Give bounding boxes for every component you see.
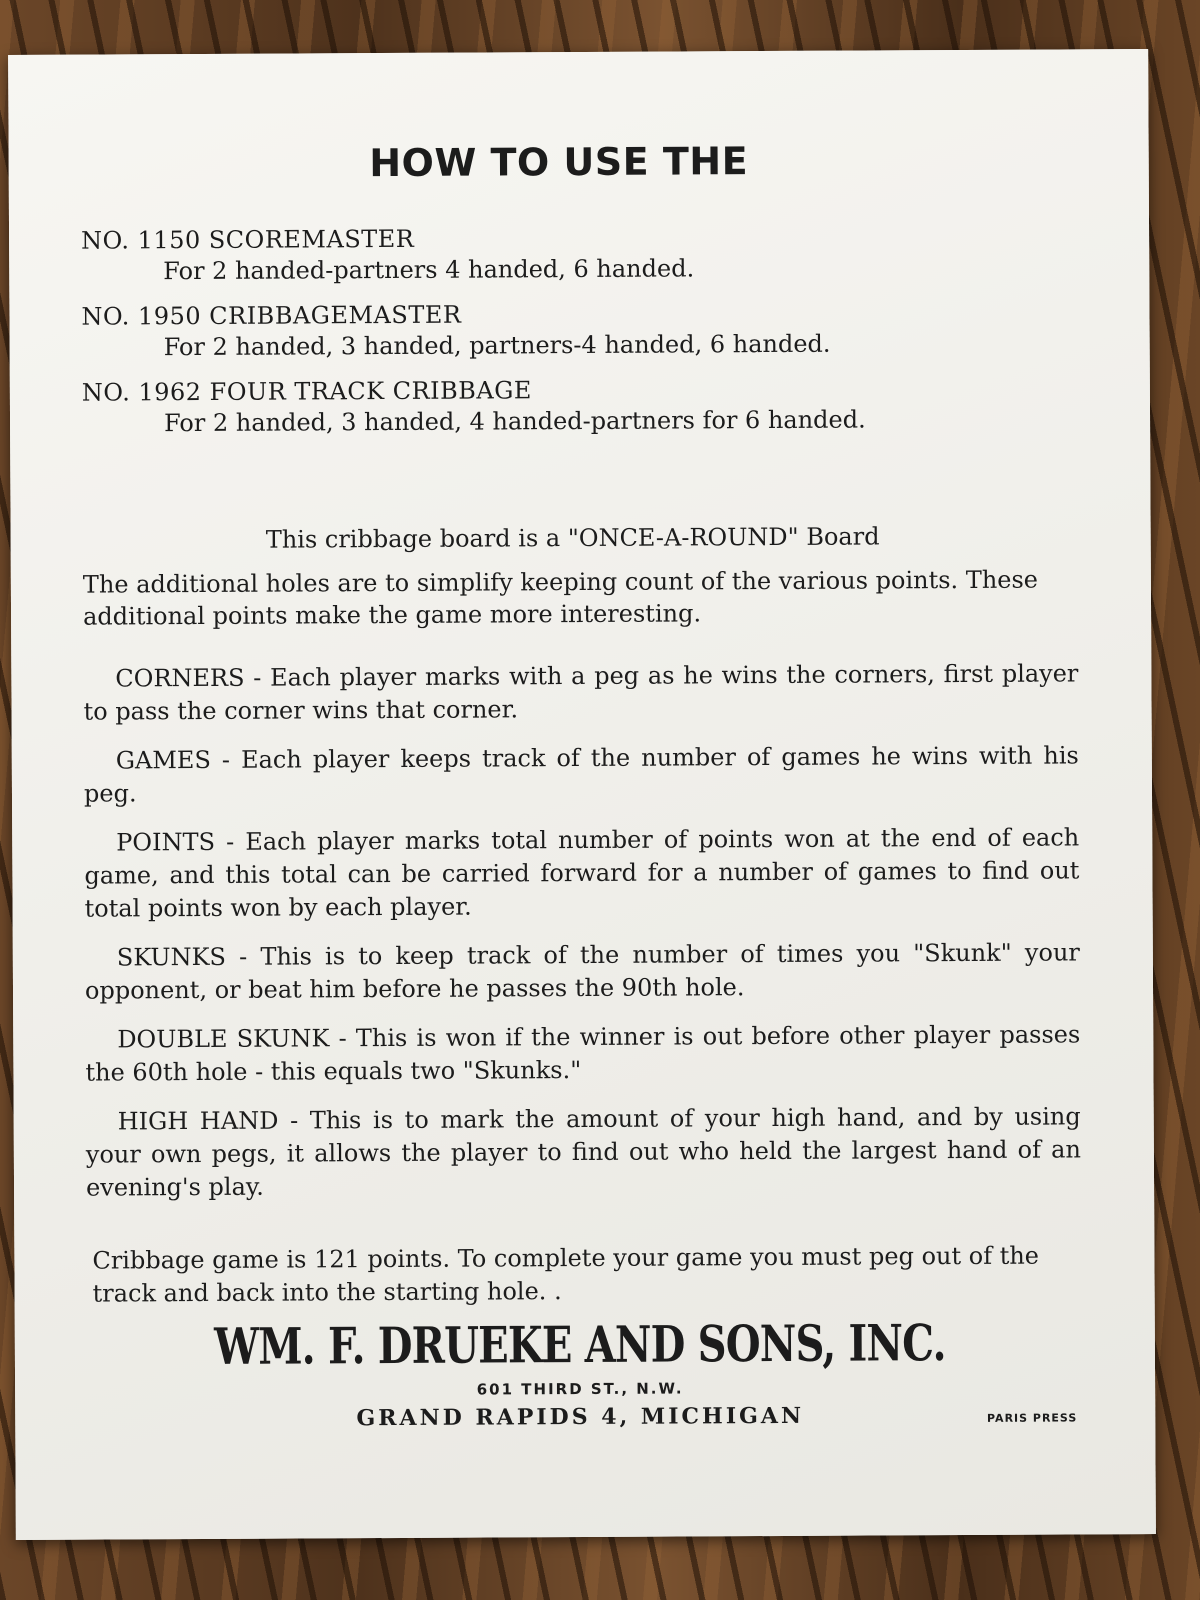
game-length-note: Cribbage game is 121 points. To complete your game you must peg out of the track and back into the starting hole. . — [92, 1241, 1040, 1308]
product-description: For 2 handed, 3 handed, 4 handed-partners for 6 handed. — [163, 405, 866, 438]
intro-section — [83, 519, 1074, 632]
product-list — [81, 219, 1082, 452]
product-description: For 2 handed-partners 4 handed, 6 handed. — [163, 254, 695, 286]
product-item — [81, 295, 1081, 362]
company-city: GRAND RAPIDS 4, MICHIGAN — [356, 1402, 805, 1432]
rule-corners: CORNERS - Each player marks with a peg as he wins the corners, first player to pass the corner wins that corner. — [83, 659, 1079, 726]
company-street: 601 THIRD ST., N.W. — [476, 1379, 684, 1399]
rules-list — [83, 657, 1081, 1220]
rule-high-hand: HIGH HAND - This is to mark the amount of your high hand, and by using your own pegs, it allows the player to find out who held the largest hand of an evening's play. — [85, 1102, 1081, 1202]
rule-points: POINTS - Each player marks total number of points won at the end of each game, and this total can be carried forward for a number of games to find out total points won by each player. — [84, 823, 1080, 923]
board-type-line: This cribbage board is a "ONCE-A-ROUND" Board — [265, 522, 880, 554]
rule-double-skunk: DOUBLE SKUNK - This is won if the winner is out before other player passes the 60th hole - this equals two "Skunks." — [85, 1020, 1081, 1087]
intro-paragraph: The additional holes are to simplify keeping count of the various points. These additional points make the game more interesting. — [82, 565, 1039, 631]
product-name: NO. 1150 SCOREMASTER — [81, 224, 415, 255]
company-name: WM. F. DRUEKE AND SONS, INC. — [213, 1313, 946, 1376]
product-item — [82, 371, 1082, 438]
rule-skunks: SKUNKS - This is to keep track of the number of times you "Skunk" your opponent, or beat him before he passes the 90th hole. — [84, 938, 1080, 1005]
printer-credit: PARIS PRESS — [986, 1411, 1078, 1425]
rule-games: GAMES - Each player keeps track of the number of games he wins with his peg. — [83, 741, 1079, 808]
company-block — [10, 1311, 1151, 1433]
instruction-card — [8, 49, 1156, 1540]
product-name: NO. 1962 FOUR TRACK CRIBBAGE — [81, 376, 532, 407]
product-name: NO. 1950 CRIBBAGEMASTER — [81, 300, 462, 331]
page-title: HOW TO USE THE — [369, 139, 749, 186]
product-description: For 2 handed, 3 handed, partners-4 handed, 6 handed. — [163, 329, 831, 362]
product-item — [81, 219, 1081, 286]
